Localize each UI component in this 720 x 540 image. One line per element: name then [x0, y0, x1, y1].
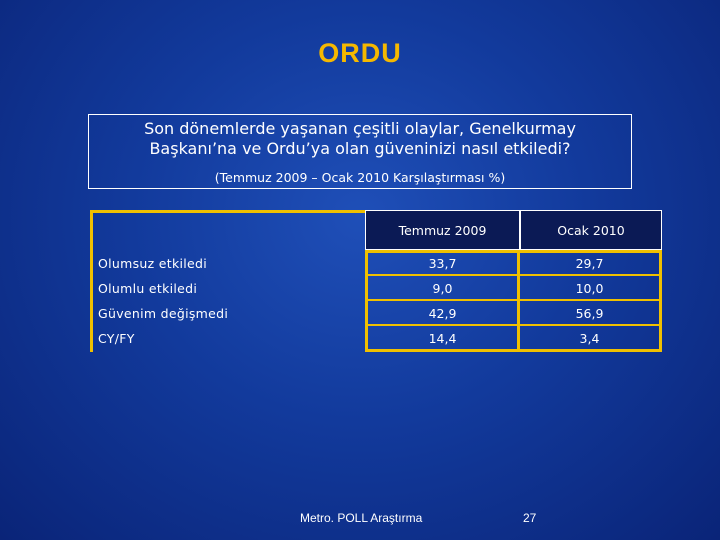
row-label: Güvenim değişmedi: [98, 306, 229, 321]
question-line-1: Son dönemlerde yaşanan çeşitli olaylar, Genelkurmay: [144, 119, 576, 138]
column-header-ocak-2010: Ocak 2010: [520, 210, 662, 250]
question-subtitle: (Temmuz 2009 – Ocak 2010 Karşılaştırması %): [214, 170, 506, 185]
question-line-2: Başkanı’na ve Ordu’ya olan güveninizi nasıl etkiledi?: [149, 139, 571, 158]
question-text: [89, 119, 631, 159]
cell-value: 56,9: [575, 306, 604, 321]
cell-value: 10,0: [575, 281, 604, 296]
row-label: Olumsuz etkiledi: [98, 256, 208, 271]
cell-value: 33,7: [428, 256, 457, 271]
results-table: [90, 210, 662, 352]
cell-value: 42,9: [428, 306, 457, 321]
footer-source: Metro. POLL Araştırma: [300, 511, 423, 525]
cell-value: 9,0: [432, 281, 453, 296]
cell-value: 3,4: [579, 331, 600, 346]
page-number: 27: [523, 511, 537, 525]
row-label: CY/FY: [98, 331, 135, 346]
table-top-border: [90, 210, 365, 213]
row-label: Olumlu etkiledi: [98, 281, 198, 296]
cell-value: 14,4: [428, 331, 457, 346]
table-right-border: [659, 250, 662, 352]
column-header-temmuz-2009: Temmuz 2009: [365, 210, 520, 250]
table-left-border: [90, 210, 93, 352]
cell-value: 29,7: [575, 256, 604, 271]
slide-title: ORDU: [318, 38, 402, 68]
question-box: [88, 114, 632, 189]
